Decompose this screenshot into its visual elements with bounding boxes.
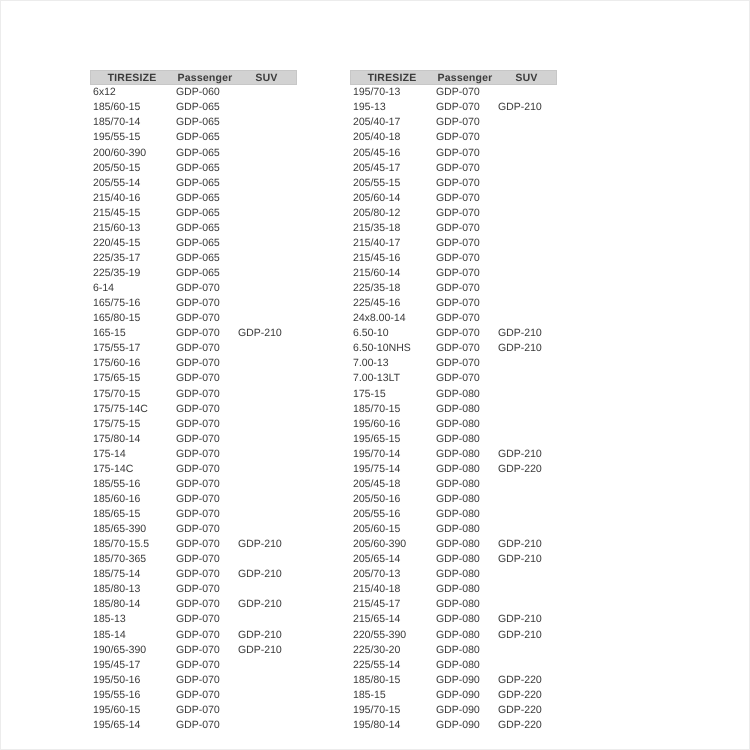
passenger-cell: GDP-080 bbox=[436, 387, 480, 400]
table-body bbox=[90, 85, 297, 733]
suv-cell bbox=[496, 145, 557, 160]
tiresize-cell: 225/35-19 bbox=[93, 267, 141, 280]
passenger-cell: GDP-070 bbox=[176, 568, 220, 581]
tiresize-cell: 185/80-14 bbox=[93, 598, 141, 611]
suv-cell: GDP-210 bbox=[498, 101, 542, 114]
suv-cell bbox=[496, 130, 557, 145]
passenger-cell: GDP-080 bbox=[436, 492, 480, 505]
suv-cell bbox=[496, 597, 557, 612]
suv-cell bbox=[236, 447, 297, 462]
passenger-cell: GDP-065 bbox=[176, 191, 220, 204]
suv-cell bbox=[236, 341, 297, 356]
passenger-cell: GDP-070 bbox=[436, 101, 480, 114]
tiresize-cell: 185-14 bbox=[93, 628, 126, 641]
suv-cell bbox=[236, 115, 297, 130]
suv-cell bbox=[496, 175, 557, 190]
passenger-cell: GDP-090 bbox=[436, 718, 480, 731]
passenger-cell: GDP-070 bbox=[176, 643, 220, 656]
suv-cell bbox=[236, 552, 297, 567]
suv-cell bbox=[496, 371, 557, 386]
passenger-cell: GDP-070 bbox=[176, 387, 220, 400]
suv-cell bbox=[236, 281, 297, 296]
passenger-cell: GDP-070 bbox=[176, 658, 220, 671]
tiresize-cell: 205/65-14 bbox=[353, 553, 401, 566]
passenger-cell: GDP-070 bbox=[436, 282, 480, 295]
passenger-cell: GDP-080 bbox=[436, 432, 480, 445]
suv-cell bbox=[496, 477, 557, 492]
tiresize-cell: 205/60-14 bbox=[353, 191, 401, 204]
suv-cell bbox=[236, 477, 297, 492]
tiresize-cell: 185/75-14 bbox=[93, 568, 141, 581]
tiresize-cell: 195/55-15 bbox=[93, 131, 141, 144]
passenger-cell: GDP-065 bbox=[176, 236, 220, 249]
suv-cell bbox=[236, 190, 297, 205]
tiresize-cell: 215/45-15 bbox=[93, 206, 141, 219]
passenger-cell: GDP-080 bbox=[436, 477, 480, 490]
tiresize-cell: 185/80-13 bbox=[93, 583, 141, 596]
suv-cell bbox=[236, 130, 297, 145]
passenger-cell: GDP-070 bbox=[176, 628, 220, 641]
passenger-cell: GDP-070 bbox=[436, 131, 480, 144]
passenger-cell: GDP-070 bbox=[436, 161, 480, 174]
suv-cell bbox=[496, 236, 557, 251]
suv-cell: GDP-210 bbox=[498, 342, 542, 355]
passenger-cell: GDP-070 bbox=[176, 538, 220, 551]
suv-cell bbox=[236, 100, 297, 115]
tiresize-cell: 195/45-17 bbox=[93, 658, 141, 671]
tiresize-cell: 205/70-13 bbox=[353, 568, 401, 581]
tiresize-cell: 24x8.00-14 bbox=[353, 312, 406, 325]
passenger-cell: GDP-070 bbox=[436, 312, 480, 325]
suv-cell: GDP-210 bbox=[498, 447, 542, 460]
passenger-cell: GDP-065 bbox=[176, 146, 220, 159]
suv-cell bbox=[236, 356, 297, 371]
passenger-cell: GDP-070 bbox=[176, 297, 220, 310]
passenger-cell: GDP-080 bbox=[436, 402, 480, 415]
passenger-cell: GDP-070 bbox=[436, 357, 480, 370]
passenger-cell: GDP-070 bbox=[176, 312, 220, 325]
suv-cell bbox=[236, 266, 297, 281]
tiresize-cell: 195/65-14 bbox=[93, 718, 141, 731]
suv-cell bbox=[236, 145, 297, 160]
tiresize-cell: 175/60-16 bbox=[93, 357, 141, 370]
passenger-cell: GDP-080 bbox=[436, 462, 480, 475]
tiresize-cell: 220/45-15 bbox=[93, 236, 141, 249]
suv-cell bbox=[236, 371, 297, 386]
tiresize-cell: 205/45-17 bbox=[353, 161, 401, 174]
suv-cell bbox=[236, 612, 297, 627]
suv-cell bbox=[496, 266, 557, 281]
passenger-cell: GDP-070 bbox=[176, 447, 220, 460]
suv-cell bbox=[496, 431, 557, 446]
tiresize-cell: 215/45-17 bbox=[353, 598, 401, 611]
passenger-cell: GDP-065 bbox=[176, 131, 220, 144]
passenger-cell: GDP-070 bbox=[176, 673, 220, 686]
passenger-cell: GDP-070 bbox=[176, 372, 220, 385]
tiresize-cell: 205/80-12 bbox=[353, 206, 401, 219]
passenger-cell: GDP-070 bbox=[436, 146, 480, 159]
tiresize-cell: 185/60-16 bbox=[93, 492, 141, 505]
suv-cell: GDP-220 bbox=[498, 703, 542, 716]
passenger-cell: GDP-070 bbox=[176, 357, 220, 370]
tiresize-cell: 215/40-16 bbox=[93, 191, 141, 204]
tiresize-cell: 175/70-15 bbox=[93, 387, 141, 400]
suv-cell bbox=[496, 206, 557, 221]
passenger-cell: GDP-090 bbox=[436, 703, 480, 716]
passenger-cell: GDP-070 bbox=[176, 523, 220, 536]
passenger-cell: GDP-070 bbox=[176, 342, 220, 355]
passenger-cell: GDP-080 bbox=[436, 613, 480, 626]
passenger-cell: GDP-080 bbox=[436, 568, 480, 581]
tiresize-cell: 190/65-390 bbox=[93, 643, 147, 656]
tiresize-cell: 175/55-17 bbox=[93, 342, 141, 355]
passenger-cell: GDP-080 bbox=[436, 658, 480, 671]
passenger-cell: GDP-070 bbox=[176, 432, 220, 445]
column-header-suv: SUV bbox=[515, 71, 538, 84]
suv-cell bbox=[496, 251, 557, 266]
tiresize-cell: 215/60-13 bbox=[93, 221, 141, 234]
suv-cell bbox=[236, 582, 297, 597]
tiresize-cell: 205/55-16 bbox=[353, 508, 401, 521]
tiresize-cell: 165-15 bbox=[93, 327, 126, 340]
passenger-cell: GDP-070 bbox=[436, 206, 480, 219]
tiresize-cell: 185/70-14 bbox=[93, 116, 141, 129]
passenger-cell: GDP-070 bbox=[436, 372, 480, 385]
passenger-cell: GDP-090 bbox=[436, 673, 480, 686]
passenger-cell: GDP-080 bbox=[436, 417, 480, 430]
tiresize-cell: 215/35-18 bbox=[353, 221, 401, 234]
passenger-cell: GDP-065 bbox=[176, 251, 220, 264]
tiresize-cell: 205/45-16 bbox=[353, 146, 401, 159]
passenger-cell: GDP-070 bbox=[176, 613, 220, 626]
suv-cell bbox=[236, 507, 297, 522]
tiresize-cell: 185-15 bbox=[353, 688, 386, 701]
tiresize-cell: 205/40-18 bbox=[353, 131, 401, 144]
passenger-cell: GDP-070 bbox=[176, 718, 220, 731]
column-header-passenger: Passenger bbox=[177, 71, 233, 84]
passenger-cell: GDP-070 bbox=[176, 327, 220, 340]
tiresize-cell: 195/65-15 bbox=[353, 432, 401, 445]
suv-cell bbox=[236, 688, 297, 703]
suv-cell bbox=[496, 507, 557, 522]
suv-cell: GDP-210 bbox=[498, 553, 542, 566]
suv-cell bbox=[236, 401, 297, 416]
suv-cell bbox=[496, 386, 557, 401]
suv-cell: GDP-220 bbox=[498, 718, 542, 731]
tiresize-cell: 185/60-15 bbox=[93, 101, 141, 114]
tiresize-cell: 165/80-15 bbox=[93, 312, 141, 325]
tiresize-cell: 195/75-14 bbox=[353, 462, 401, 475]
tiresize-cell: 195/50-16 bbox=[93, 673, 141, 686]
suv-cell bbox=[236, 311, 297, 326]
passenger-cell: GDP-080 bbox=[436, 538, 480, 551]
suv-cell bbox=[496, 522, 557, 537]
suv-cell: GDP-210 bbox=[238, 643, 282, 656]
suv-cell bbox=[496, 642, 557, 657]
suv-cell bbox=[236, 703, 297, 718]
suv-cell bbox=[236, 160, 297, 175]
tiresize-cell: 6.50-10NHS bbox=[353, 342, 411, 355]
passenger-cell: GDP-070 bbox=[436, 236, 480, 249]
passenger-cell: GDP-090 bbox=[436, 688, 480, 701]
tiresize-cell: 220/55-390 bbox=[353, 628, 407, 641]
passenger-cell: GDP-080 bbox=[436, 523, 480, 536]
tiresize-cell: 195/70-14 bbox=[353, 447, 401, 460]
column-header-tiresize: TIRESIZE bbox=[367, 71, 417, 84]
tiresize-cell: 225/35-17 bbox=[93, 251, 141, 264]
passenger-cell: GDP-070 bbox=[176, 703, 220, 716]
suv-cell bbox=[496, 356, 557, 371]
suv-cell bbox=[496, 160, 557, 175]
tiresize-cell: 205/55-15 bbox=[353, 176, 401, 189]
suv-cell: GDP-210 bbox=[238, 628, 282, 641]
passenger-cell: GDP-065 bbox=[176, 221, 220, 234]
tiresize-cell: 185/65-15 bbox=[93, 508, 141, 521]
tiresize-cell: 185/70-365 bbox=[93, 553, 147, 566]
passenger-cell: GDP-080 bbox=[436, 598, 480, 611]
table-body bbox=[350, 85, 557, 733]
passenger-cell: GDP-060 bbox=[176, 86, 220, 99]
tiresize-cell: 225/45-16 bbox=[353, 297, 401, 310]
passenger-cell: GDP-070 bbox=[436, 327, 480, 340]
tiresize-cell: 7.00-13LT bbox=[353, 372, 401, 385]
suv-cell bbox=[496, 582, 557, 597]
passenger-cell: GDP-065 bbox=[176, 116, 220, 129]
suv-cell bbox=[236, 175, 297, 190]
passenger-cell: GDP-065 bbox=[176, 101, 220, 114]
column-header-suv: SUV bbox=[255, 71, 278, 84]
suv-cell bbox=[496, 492, 557, 507]
suv-cell bbox=[496, 401, 557, 416]
suv-cell bbox=[236, 206, 297, 221]
suv-cell bbox=[236, 296, 297, 311]
passenger-cell: GDP-070 bbox=[176, 462, 220, 475]
suv-cell bbox=[236, 522, 297, 537]
passenger-cell: GDP-070 bbox=[436, 267, 480, 280]
passenger-cell: GDP-080 bbox=[436, 553, 480, 566]
tire-size-table-left bbox=[90, 70, 297, 733]
passenger-cell: GDP-080 bbox=[436, 583, 480, 596]
suv-cell bbox=[236, 462, 297, 477]
passenger-cell: GDP-080 bbox=[436, 508, 480, 521]
tiresize-cell: 195/70-13 bbox=[353, 86, 401, 99]
passenger-cell: GDP-065 bbox=[176, 176, 220, 189]
suv-cell bbox=[236, 85, 297, 100]
passenger-cell: GDP-065 bbox=[176, 206, 220, 219]
tiresize-cell: 205/60-390 bbox=[353, 538, 407, 551]
suv-cell bbox=[496, 281, 557, 296]
passenger-cell: GDP-070 bbox=[436, 116, 480, 129]
passenger-cell: GDP-080 bbox=[436, 643, 480, 656]
suv-cell: GDP-220 bbox=[498, 688, 542, 701]
tiresize-cell: 175/75-14C bbox=[93, 402, 148, 415]
passenger-cell: GDP-065 bbox=[176, 161, 220, 174]
passenger-cell: GDP-070 bbox=[176, 417, 220, 430]
tiresize-cell: 225/35-18 bbox=[353, 282, 401, 295]
suv-cell bbox=[236, 657, 297, 672]
passenger-cell: GDP-070 bbox=[176, 553, 220, 566]
passenger-cell: GDP-070 bbox=[176, 282, 220, 295]
suv-cell bbox=[236, 236, 297, 251]
tiresize-cell: 195/70-15 bbox=[353, 703, 401, 716]
suv-cell bbox=[236, 672, 297, 687]
table-header-row bbox=[350, 70, 557, 85]
tiresize-cell: 215/60-14 bbox=[353, 267, 401, 280]
tiresize-cell: 185/55-16 bbox=[93, 477, 141, 490]
suv-cell bbox=[236, 492, 297, 507]
suv-cell bbox=[496, 416, 557, 431]
tiresize-cell: 175/75-15 bbox=[93, 417, 141, 430]
tiresize-cell: 215/65-14 bbox=[353, 613, 401, 626]
passenger-cell: GDP-070 bbox=[176, 688, 220, 701]
suv-cell bbox=[236, 221, 297, 236]
column-header-passenger: Passenger bbox=[437, 71, 493, 84]
passenger-cell: GDP-070 bbox=[176, 492, 220, 505]
tiresize-cell: 185-13 bbox=[93, 613, 126, 626]
passenger-cell: GDP-070 bbox=[436, 251, 480, 264]
suv-cell: GDP-210 bbox=[498, 538, 542, 551]
suv-cell: GDP-210 bbox=[238, 327, 282, 340]
passenger-cell: GDP-070 bbox=[436, 342, 480, 355]
suv-cell bbox=[496, 311, 557, 326]
tiresize-cell: 205/40-17 bbox=[353, 116, 401, 129]
tiresize-cell: 205/50-16 bbox=[353, 492, 401, 505]
tiresize-cell: 215/40-17 bbox=[353, 236, 401, 249]
suv-cell: GDP-210 bbox=[498, 628, 542, 641]
suv-cell bbox=[236, 416, 297, 431]
suv-cell: GDP-220 bbox=[498, 673, 542, 686]
passenger-cell: GDP-070 bbox=[176, 402, 220, 415]
suv-cell bbox=[496, 115, 557, 130]
tiresize-cell: 205/45-18 bbox=[353, 477, 401, 490]
tiresize-cell: 6.50-10 bbox=[353, 327, 389, 340]
suv-cell: GDP-210 bbox=[498, 613, 542, 626]
tiresize-cell: 195/60-16 bbox=[353, 417, 401, 430]
passenger-cell: GDP-070 bbox=[176, 598, 220, 611]
passenger-cell: GDP-070 bbox=[436, 86, 480, 99]
passenger-cell: GDP-070 bbox=[176, 477, 220, 490]
tire-size-table-right bbox=[350, 70, 557, 733]
tiresize-cell: 185/70-15.5 bbox=[93, 538, 150, 551]
suv-cell: GDP-210 bbox=[238, 568, 282, 581]
tiresize-cell: 7.00-13 bbox=[353, 357, 389, 370]
tiresize-cell: 175-14 bbox=[93, 447, 126, 460]
suv-cell: GDP-210 bbox=[498, 327, 542, 340]
tiresize-cell: 205/60-15 bbox=[353, 523, 401, 536]
tiresize-cell: 6x12 bbox=[93, 86, 116, 99]
suv-cell: GDP-210 bbox=[238, 538, 282, 551]
passenger-cell: GDP-070 bbox=[436, 176, 480, 189]
suv-cell bbox=[496, 85, 557, 100]
column-header-tiresize: TIRESIZE bbox=[107, 71, 157, 84]
passenger-cell: GDP-070 bbox=[176, 508, 220, 521]
suv-cell: GDP-220 bbox=[498, 462, 542, 475]
tiresize-cell: 185/65-390 bbox=[93, 523, 147, 536]
tiresize-cell: 6-14 bbox=[93, 282, 115, 295]
table-header-row bbox=[90, 70, 297, 85]
tiresize-cell: 195/60-15 bbox=[93, 703, 141, 716]
tiresize-cell: 205/55-14 bbox=[93, 176, 141, 189]
tiresize-cell: 185/80-15 bbox=[353, 673, 401, 686]
tiresize-cell: 175-15 bbox=[353, 387, 386, 400]
suv-cell bbox=[236, 251, 297, 266]
suv-cell bbox=[496, 657, 557, 672]
passenger-cell: GDP-080 bbox=[436, 628, 480, 641]
passenger-cell: GDP-070 bbox=[436, 297, 480, 310]
suv-cell: GDP-210 bbox=[238, 598, 282, 611]
passenger-cell: GDP-070 bbox=[436, 221, 480, 234]
tiresize-cell: 200/60-390 bbox=[93, 146, 147, 159]
tiresize-cell: 225/55-14 bbox=[353, 658, 401, 671]
tiresize-cell: 185/70-15 bbox=[353, 402, 401, 415]
tiresize-cell: 165/75-16 bbox=[93, 297, 141, 310]
passenger-cell: GDP-070 bbox=[436, 191, 480, 204]
suv-cell bbox=[236, 431, 297, 446]
suv-cell bbox=[496, 190, 557, 205]
tiresize-cell: 175-14C bbox=[93, 462, 134, 475]
passenger-cell: GDP-065 bbox=[176, 267, 220, 280]
tiresize-cell: 175/80-14 bbox=[93, 432, 141, 445]
tiresize-cell: 215/40-18 bbox=[353, 583, 401, 596]
tiresize-cell: 175/65-15 bbox=[93, 372, 141, 385]
tiresize-cell: 195-13 bbox=[353, 101, 386, 114]
tiresize-cell: 215/45-16 bbox=[353, 251, 401, 264]
tiresize-cell: 195/55-16 bbox=[93, 688, 141, 701]
suv-cell bbox=[496, 221, 557, 236]
suv-cell bbox=[236, 718, 297, 733]
tiresize-cell: 195/80-14 bbox=[353, 718, 401, 731]
passenger-cell: GDP-070 bbox=[176, 583, 220, 596]
tiresize-cell: 225/30-20 bbox=[353, 643, 401, 656]
passenger-cell: GDP-080 bbox=[436, 447, 480, 460]
suv-cell bbox=[496, 567, 557, 582]
tiresize-cell: 205/50-15 bbox=[93, 161, 141, 174]
suv-cell bbox=[236, 386, 297, 401]
suv-cell bbox=[496, 296, 557, 311]
